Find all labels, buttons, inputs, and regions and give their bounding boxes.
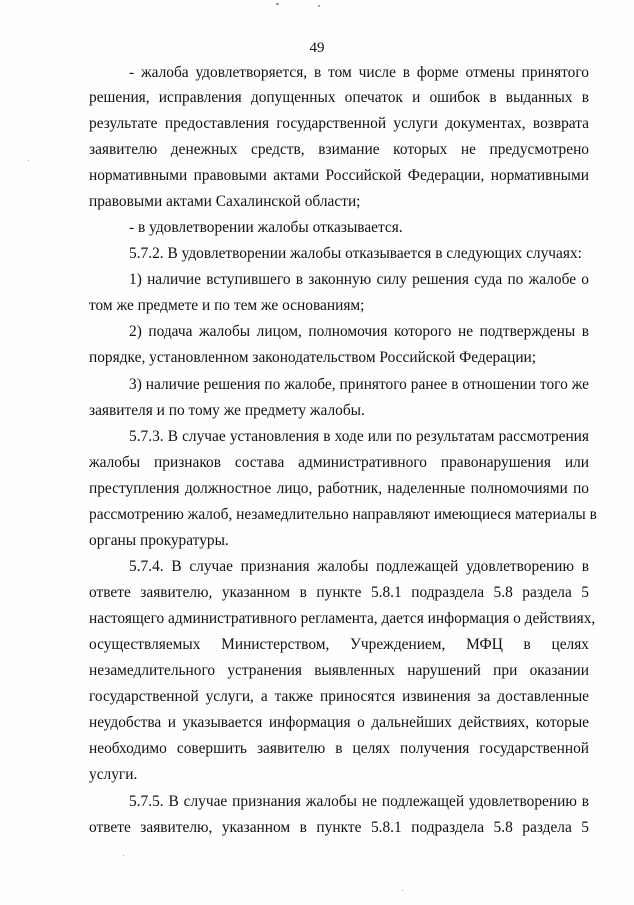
scan-speck (276, 3, 279, 5)
text-line: 5.7.5. В случае признания жалобы не подлежащей удовлетворению в (129, 793, 589, 810)
text-line: государственной услуги, а также приносятся извинения за доставленные (89, 688, 589, 705)
text-line: 5.7.4. В случае признания жалобы подлежащей удовлетворению в (129, 558, 589, 575)
text-line: 5.7.2. В удовлетворении жалобы отказывается в следующих случаях: (129, 245, 582, 262)
text-line: правовыми актами Сахалинской области; (89, 193, 361, 210)
text-line: нормативными правовыми актами Российской Федерации, нормативными (89, 167, 589, 184)
text-line: - в удовлетворении жалобы отказывается. (129, 219, 403, 236)
text-line: - жалоба удовлетворяется, в том числе в форме отмены принятого (129, 64, 589, 81)
text-line: ответе заявителю, указанном в пункте 5.8.1 подраздела 5.8 раздела 5 (89, 819, 589, 836)
text-line: необходимо совершить заявителю в целях получения государственной (89, 740, 589, 757)
text-line: заявителю денежных средств, взимание которых не предусмотрено (89, 141, 589, 158)
text-line: жалобы признаков состава административного правонарушения или (89, 454, 589, 471)
text-line: услуги. (89, 766, 138, 783)
text-line: 3) наличие решения по жалобе, принятого ранее в отношении того же (129, 376, 589, 393)
scan-speck (318, 5, 320, 7)
text-line: ответе заявителю, указанном в пункте 5.8.1 подраздела 5.8 раздела 5 (89, 584, 589, 601)
text-line: 5.7.3. В случае установления в ходе или по результатам рассмотрения (129, 428, 589, 445)
text-line: органы прокуратуры. (89, 532, 229, 549)
text-line: преступления должностное лицо, работник, наделенные полномочиями по (89, 480, 589, 497)
scan-speck (402, 890, 403, 891)
text-line: порядке, установленном законодательством Российской Федерации; (89, 349, 537, 366)
text-line: том же предмете и по тем же основаниям; (89, 297, 365, 314)
text-line: неудобства и указывается информация о дальнейших действиях, которые (89, 714, 589, 731)
text-line: рассмотрению жалоб, незамедлительно направляют имеющиеся материалы в (89, 506, 597, 523)
text-line: незамедлительного устранения выявленных нарушений при оказании (89, 662, 589, 679)
scan-speck (123, 855, 124, 856)
text-line: 1) наличие вступившего в законную силу решения суда по жалобе о (129, 271, 589, 288)
scan-speck (28, 160, 29, 161)
text-line: осуществляемых Министерством, Учреждением, МФЦ в целях (89, 636, 589, 653)
text-line: результате предоставления государственной услуги документах, возврата (89, 115, 589, 132)
page-number: 49 (309, 40, 325, 56)
text-line: решения, исправления допущенных опечаток и ошибок в выданных в (89, 89, 589, 106)
text-line: настоящего административного регламента, дается информация о действиях, (89, 610, 596, 627)
text-line: заявителя и по тому же предмету жалобы. (89, 402, 365, 419)
text-line: 2) подача жалобы лицом, полномочия которого не подтверждены в (129, 323, 589, 340)
